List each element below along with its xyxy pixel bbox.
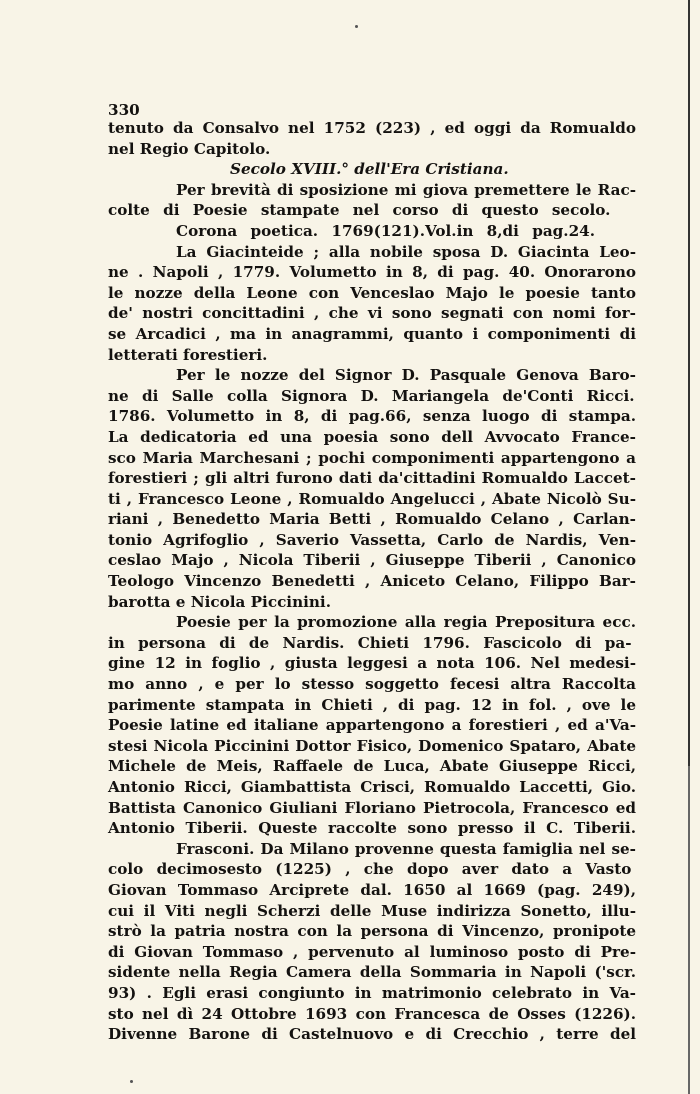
text-line: Giovan Tommaso Arciprete dal. 1650 al 1669 (pag. 249), — [108, 880, 636, 899]
text-line: cui il Viti negli Scherzi delle Muse indirizza Sonetto, illu- — [108, 901, 636, 920]
text-line: colo decimosesto (1225) , che dopo aver dato a Vasto — [108, 860, 632, 879]
text-line: Poesie latine ed italiane appartengono a forestieri , ed a'Va- — [108, 716, 636, 735]
text-line: in persona di de Nardis. Chieti 1796. Fascicolo di pa- — [108, 633, 632, 652]
text-line: tonio Agrifoglio , Saverio Vassetta, Carlo de Nardis, Ven- — [108, 530, 636, 549]
text-line: tenuto da Consalvo nel 1752 (223) , ed oggi da Romualdo — [108, 119, 636, 137]
text-line: 93) . Egli erasi congiunto in matrimonio celebrato in Va- — [108, 983, 636, 1002]
text-line: ne di Salle colla Signora D. Mariangela de'Conti Ricci. — [108, 386, 635, 405]
text-line: Per le nozze del Signor D. Pasquale Genova Baro- — [176, 366, 636, 385]
page-text — [108, 100, 636, 1045]
text-line: Secolo XVIII.° dell'Era Cristiana. — [230, 160, 509, 179]
text-line: strò la patria nostra con la persona di Vincenzo, pronipote — [108, 922, 636, 941]
text-line: forestieri ; gli altri furono dati da'cittadini Romualdo Laccet- — [108, 469, 636, 488]
text-line: letterati forestieri. — [108, 345, 268, 364]
text-line: Frasconi. Da Milano provenne questa famiglia nel se- — [176, 839, 636, 858]
text-line: Antonio Tiberii. Queste raccolte sono presso il C. Tiberii. — [108, 819, 636, 838]
text-line: nel Regio Capitolo. — [108, 139, 271, 158]
text-line: se Arcadici , ma in anagrammi, quanto i componimenti di — [108, 324, 636, 343]
text-line: gine 12 in foglio , giusta leggesi a nota 106. Nel medesi- — [108, 654, 636, 673]
text-line: sco Maria Marchesani ; pochi componimenti appartengono a — [108, 448, 636, 467]
text-line: di Giovan Tommaso , pervenuto al luminoso posto di Pre- — [108, 942, 636, 961]
text-line: ne . Napoli , 1779. Volumetto in 8, di pag. 40. Onorarono — [108, 263, 636, 282]
text-line: sidente nella Regia Camera della Sommaria in Napoli ('scr. — [108, 963, 636, 982]
text-line: riani , Benedetto Maria Betti , Romualdo Celano , Carlan- — [108, 510, 636, 529]
text-line: mo anno , e per lo stesso soggetto fecesi altra Raccolta — [108, 675, 636, 694]
page-edge-shadow — [688, 0, 690, 1094]
ink-speck — [355, 25, 358, 28]
page-number: 330 — [108, 101, 140, 118]
text-line: ceslao Majo , Nicola Tiberii , Giuseppe Tiberii , Canonico — [108, 551, 636, 570]
text-line: Per brevità di sposizione mi giova premettere le Rac- — [176, 180, 636, 199]
text-line: La Giacinteide ; alla nobile sposa D. Giacinta Leo- — [176, 242, 636, 261]
text-line: sto nel dì 24 Ottobre 1693 con Francesca de Osses (1226). — [108, 1004, 636, 1023]
text-line: Michele de Meis, Raffaele de Luca, Abate Giuseppe Ricci, — [108, 757, 636, 776]
text-line: Divenne Barone di Castelnuovo e di Crecchio , terre del — [108, 1025, 636, 1044]
text-line: stesi Nicola Piccinini Dottor Fisico, Domenico Spataro, Abate — [108, 736, 636, 755]
text-line: 1786. Volumetto in 8, di pag.66, senza luogo di stampa. — [108, 407, 636, 426]
ink-speck — [130, 1080, 133, 1083]
text-line: Corona poetica. 1769(121).Vol.in 8,di pag.24. — [176, 221, 596, 240]
text-line: parimente stampata in Chieti , di pag. 12 in fol. , ove le — [108, 695, 636, 714]
text-line: La dedicatoria ed una poesia sono dell Avvocato France- — [108, 427, 636, 446]
text-line: barotta e Nicola Piccinini. — [108, 592, 331, 611]
text-line: Battista Canonico Giuliani Floriano Pietrocola, Francesco ed — [108, 798, 636, 817]
text-lines — [108, 118, 636, 1045]
text-line: colte di Poesie stampate nel corso di questo secolo. — [108, 201, 611, 220]
text-line: Antonio Ricci, Giambattista Crisci, Romualdo Laccetti, Gio. — [108, 778, 636, 796]
text-line: ti , Francesco Leone , Romualdo Angelucci , Abate Nicolò Su- — [108, 489, 636, 508]
text-line: de' nostri concittadini , che vi sono segnati con nomi for- — [108, 304, 636, 323]
text-line: Poesie per la promozione alla regia Prepositura ecc. — [176, 613, 636, 632]
text-line: Teologo Vincenzo Benedetti , Aniceto Celano, Filippo Bar- — [108, 572, 636, 591]
text-line: le nozze della Leone con Venceslao Majo le poesie tanto — [108, 283, 636, 302]
